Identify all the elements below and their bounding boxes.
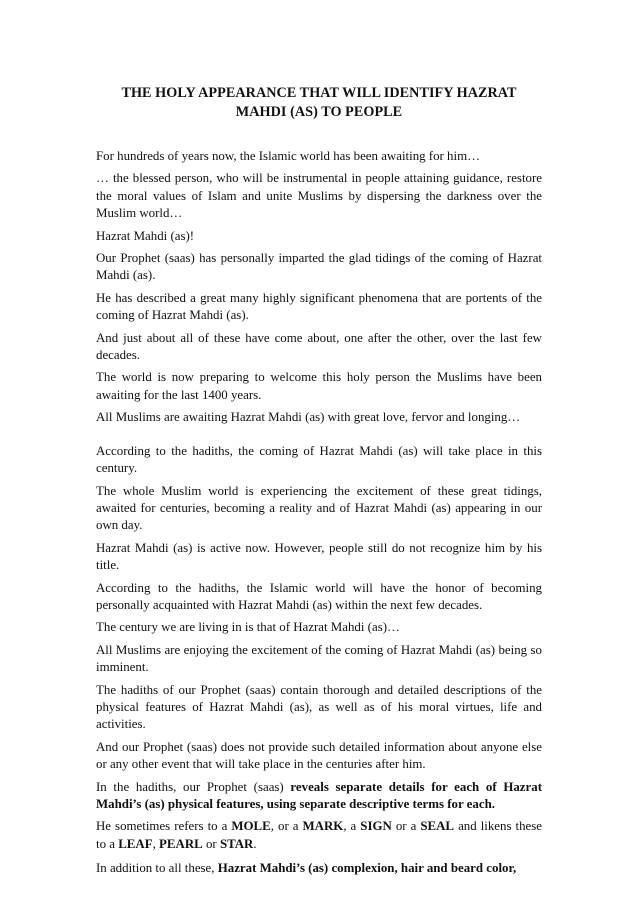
paragraph: Our Prophet (saas) has personally imparted the glad tidings of the coming of Hazrat Mahdi (as). — [96, 251, 542, 283]
paragraph-with-bold — [96, 779, 542, 814]
title-line-1: THE HOLY APPEARANCE THAT WILL IDENTIFY HAZRAT — [121, 85, 517, 101]
paragraph-with-bold-terms — [96, 818, 542, 853]
paragraph: For hundreds of years now, the Islamic world has been awaiting for him… — [96, 149, 480, 163]
bold-term: SIGN — [360, 819, 392, 834]
paragraph: Hazrat Mahdi (as)! — [96, 228, 195, 243]
paragraph: All Muslims are awaiting Hazrat Mahdi (as) with great love, fervor and longing… — [96, 410, 521, 425]
paragraph: And our Prophet (saas) does not provide such detailed information about anyone else or any other event that will take place in the centuries after him. — [96, 739, 542, 772]
paragraph: According to the hadiths, the coming of Hazrat Mahdi (as) will take place in this century. — [96, 443, 542, 476]
paragraph-text: , or a — [270, 819, 303, 834]
paragraph-with-bold — [96, 860, 542, 877]
paragraph: The world is now preparing to welcome this holy person the Muslims have been awaiting for the last 1400 years. — [96, 370, 542, 402]
paragraph: … the blessed person, who will be instrumental in people attaining guidance, restore the moral values of Islam and unite Muslims by dispersing the darkness over the Muslim world… — [96, 171, 542, 221]
paragraph: According to the hadiths, the Islamic world will have the honor of becoming personally acquainted with Hazrat Mahdi (as) within the next few decades. — [96, 580, 542, 612]
paragraph-text: , a — [343, 819, 361, 834]
bold-term: SEAL — [420, 819, 455, 834]
paragraph: Hazrat Mahdi (as) is active now. However, people still do not recognize him by his title. — [96, 540, 542, 573]
paragraph: All Muslims are enjoying the excitement of the coming of Hazrat Mahdi (as) being so imminent. — [96, 642, 542, 675]
bold-text: reveals separate details for each of Hazrat Mahdi’s (as) physical features, using separate descriptive terms for each. — [96, 779, 542, 811]
bold-term: MOLE — [231, 819, 271, 834]
paragraph-text: . — [253, 836, 257, 851]
paragraph-text: In the hadiths, our Prophet (saas) — [96, 779, 291, 794]
paragraph: The whole Muslim world is experiencing the excitement of these great tidings, awaited for centuries, becoming a reality and of Hazrat Mahdi (as) appearing in our own day. — [96, 483, 542, 533]
bold-text: Hazrat Mahdi’s (as) complexion, hair and beard color, — [217, 861, 517, 876]
document-body — [96, 148, 542, 883]
bold-term: STAR — [219, 836, 254, 851]
title-line-2: MAHDI (AS) TO PEOPLE — [235, 104, 403, 120]
paragraph-text: , — [152, 836, 160, 851]
paragraph: And just about all of these have come about, one after the other, over the last few decades. — [96, 330, 542, 363]
paragraph-text: He sometimes refers to a — [96, 819, 232, 834]
paragraph-text: and likens these to a — [96, 819, 542, 851]
document-title — [96, 84, 542, 122]
bold-term: LEAF — [118, 836, 153, 851]
paragraph-text: In addition to all these, — [96, 861, 218, 876]
paragraph-text: or a — [391, 819, 421, 834]
bold-term: MARK — [302, 819, 344, 834]
paragraph-text: or — [202, 836, 220, 851]
paragraph: He has described a great many highly significant phenomena that are portents of the coming of Hazrat Mahdi (as). — [96, 290, 542, 323]
bold-term: PEARL — [159, 836, 203, 851]
paragraph: The hadiths of our Prophet (saas) contain thorough and detailed descriptions of the physical features of Hazrat Mahdi (as), as well as of his moral virtues, life and activities. — [96, 682, 542, 732]
paragraph: The century we are living in is that of Hazrat Mahdi (as)… — [96, 620, 400, 635]
